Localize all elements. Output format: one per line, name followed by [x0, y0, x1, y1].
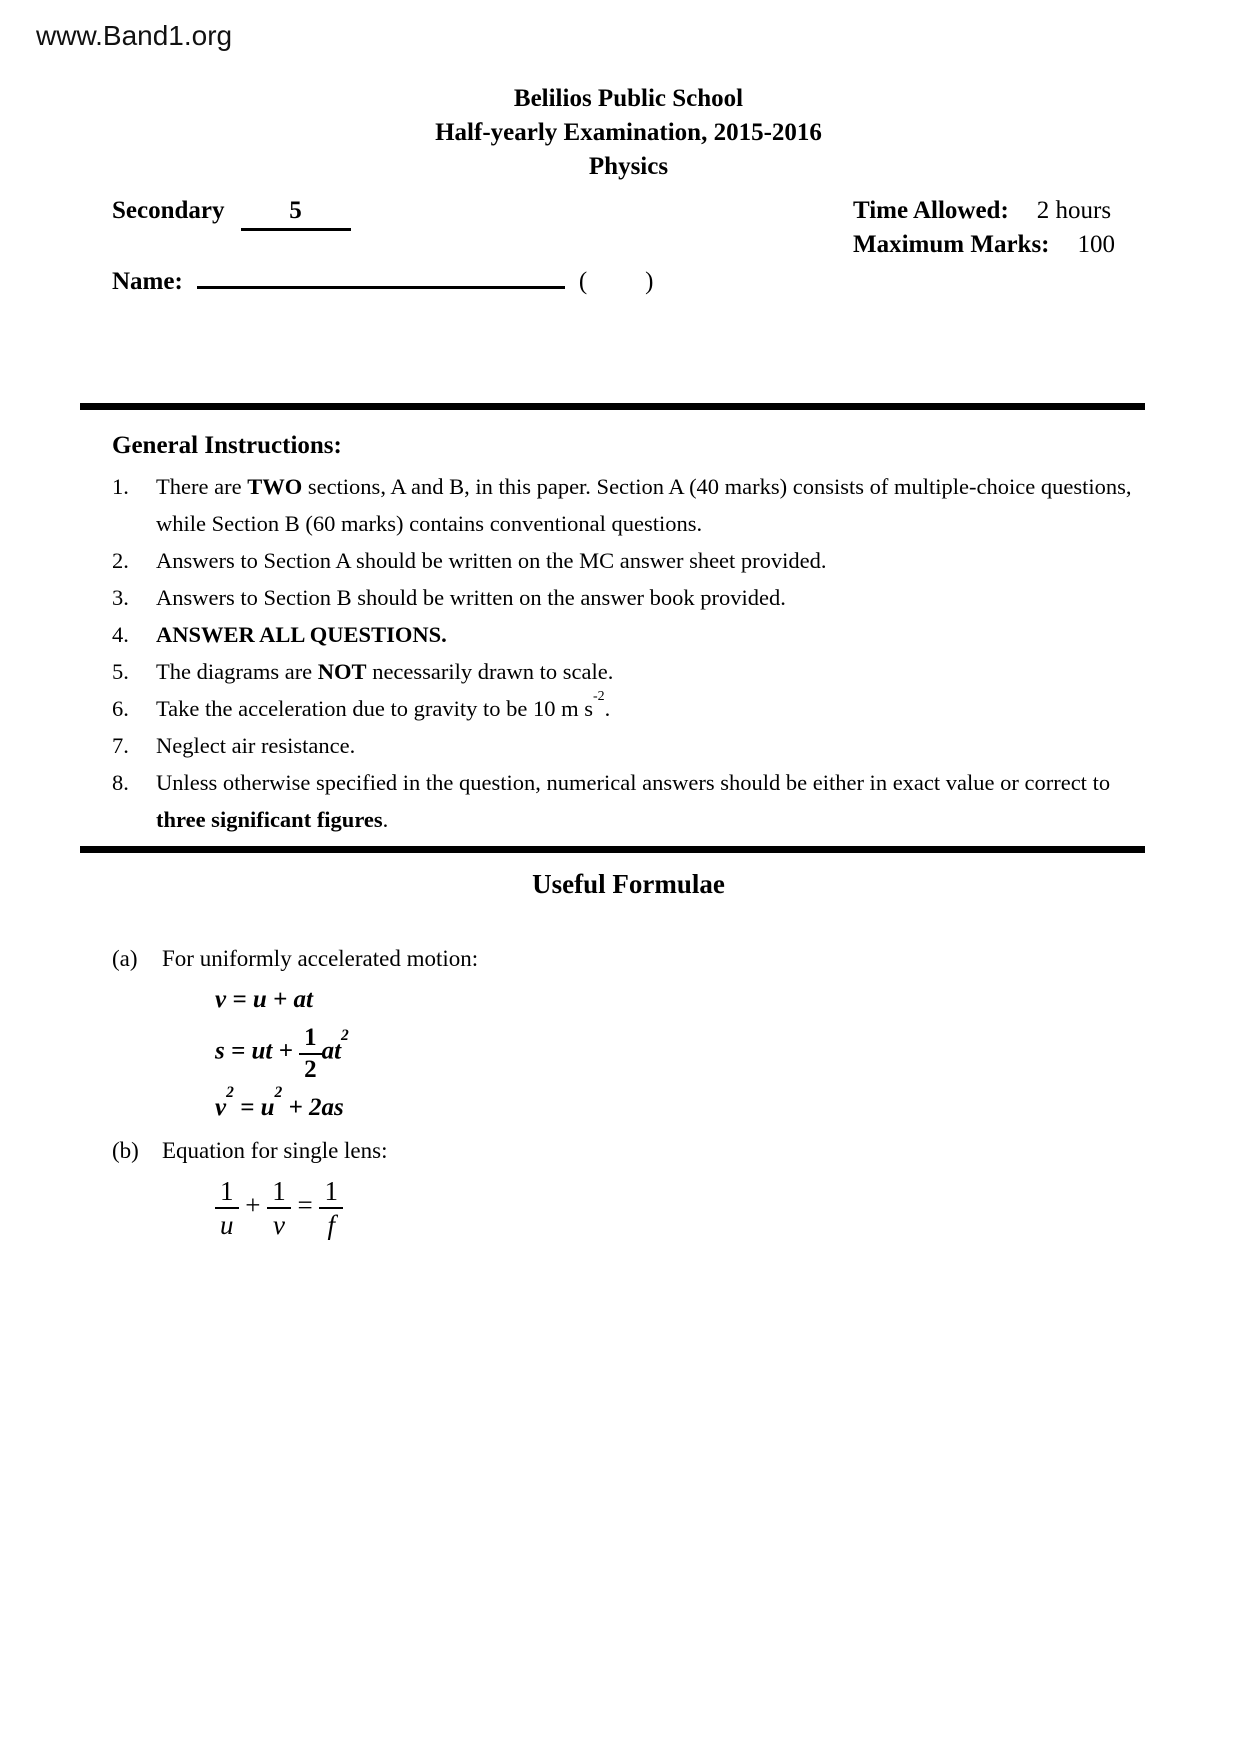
instruction-text	[156, 764, 1145, 838]
paren-close: )	[645, 268, 654, 295]
superscript: 2	[226, 1084, 234, 1102]
name-label: Name:	[112, 268, 183, 295]
superscript: 2	[274, 1084, 283, 1102]
text: Answers to Section A should be written on the MC answer sheet provided.	[156, 548, 827, 573]
instruction-item	[112, 653, 1145, 690]
paren-open: (	[578, 268, 588, 295]
horizontal-rule-top	[80, 403, 1145, 410]
text: +	[238, 1189, 268, 1220]
formula-line	[215, 1024, 1145, 1084]
text: .	[604, 696, 611, 721]
instruction-number: 3.	[112, 585, 129, 610]
instruction-number: 4.	[112, 622, 129, 647]
instruction-number: 6.	[112, 696, 129, 721]
text: v = u + at	[215, 986, 313, 1013]
max-marks-label: Maximum Marks:	[853, 231, 1050, 258]
instruction-number: 5.	[112, 659, 129, 684]
instruction-item	[112, 690, 1145, 727]
instruction-number: 2.	[112, 548, 129, 573]
instructions-heading: General Instructions:	[112, 432, 342, 459]
instruction-text	[156, 616, 1145, 653]
formula-lines	[215, 986, 1145, 1122]
page-content	[0, 82, 1240, 1240]
instruction-item	[112, 468, 1145, 542]
instruction-text	[156, 727, 1145, 764]
instruction-text	[156, 690, 1145, 727]
instruction-item	[112, 764, 1145, 838]
bold-text: NOT	[317, 659, 367, 684]
max-marks-value: 100	[1077, 231, 1115, 258]
bold-text: three significant figures	[156, 807, 383, 832]
text: The diagrams are	[156, 659, 318, 684]
formula-section-header	[112, 1134, 1145, 1168]
text: .	[382, 807, 389, 832]
instruction-text	[156, 468, 1145, 542]
instruction-text	[156, 579, 1145, 616]
formula-sections	[112, 942, 1145, 1240]
horizontal-rule-bottom	[80, 846, 1145, 853]
formula-section-header	[112, 942, 1145, 976]
instruction-number: 1.	[112, 474, 129, 499]
bold-text: ANSWER ALL QUESTIONS.	[156, 622, 447, 647]
instruction-item	[112, 579, 1145, 616]
formula-line	[215, 986, 1145, 1014]
formula-section-label: (a)	[112, 946, 138, 971]
text: v	[215, 1094, 227, 1121]
class-label: Secondary	[112, 197, 225, 224]
exam-title: Half-yearly Examination, 2015-2016	[435, 119, 822, 146]
exam-meta	[853, 194, 1115, 262]
text: Take the acceleration due to gravity to be 10 m s	[156, 696, 594, 721]
text: + 2as	[282, 1094, 344, 1121]
time-allowed-row	[853, 194, 1115, 228]
instruction-item	[112, 616, 1145, 653]
meta-row	[112, 194, 1145, 262]
text: sections, A and B, in this paper. Section A (40 marks) consists of multiple-choice questions, while Section B (60 marks) contains conventional questions.	[156, 474, 1132, 536]
max-marks-row	[853, 228, 1115, 262]
instruction-text	[156, 653, 1145, 690]
formula-section-title: For uniformly accelerated motion:	[162, 946, 479, 971]
text: at	[321, 1037, 342, 1065]
name-field	[112, 262, 1145, 299]
watermark-url: www.Band1.org	[36, 20, 233, 51]
formula-line	[215, 1176, 1145, 1240]
instruction-item	[112, 727, 1145, 764]
useful-formulae-heading: Useful Formulae	[532, 869, 725, 899]
subject-title: Physics	[588, 153, 669, 180]
text: Unless otherwise specified in the question, numerical answers should be either in exact value or correct to	[156, 770, 1111, 795]
instruction-item	[112, 542, 1145, 579]
instruction-number: 8.	[112, 770, 129, 795]
text: Neglect air resistance.	[156, 733, 356, 758]
fraction: $\frac{1}{v}$	[267, 1176, 291, 1240]
time-allowed-label: Time Allowed:	[853, 197, 1009, 224]
text: necessarily drawn to scale.	[366, 659, 614, 684]
school-name: Belilios Public School	[513, 85, 744, 112]
text: s = ut +	[215, 1037, 300, 1065]
formula-section	[112, 1134, 1145, 1240]
text: = u	[233, 1094, 275, 1121]
class-number-parens	[579, 268, 654, 295]
instruction-number: 7.	[112, 733, 129, 758]
instructions-list	[112, 468, 1145, 838]
formula-lines	[215, 1176, 1145, 1240]
fraction: $\frac{1}{2}$	[299, 1024, 322, 1084]
fraction: $\frac{1}{f}$	[319, 1176, 343, 1240]
text: There are	[156, 474, 248, 499]
instruction-text	[156, 542, 1145, 579]
text: =	[290, 1189, 320, 1220]
class-field	[112, 194, 351, 262]
superscript: -2	[593, 688, 605, 704]
formula-section	[112, 942, 1145, 1122]
superscript: 2	[341, 1027, 349, 1045]
name-blank-line	[197, 262, 565, 289]
formula-line	[215, 1084, 1145, 1122]
bold-text: TWO	[247, 474, 303, 499]
title-block	[112, 82, 1145, 184]
formula-section-title: Equation for single lens:	[162, 1138, 388, 1163]
text: Answers to Section B should be written on the answer book provided.	[156, 585, 786, 610]
time-allowed-value: 2 hours	[1036, 197, 1112, 224]
class-blank-line: 5	[241, 194, 351, 231]
fraction: $\frac{1}{u}$	[215, 1176, 239, 1240]
formula-section-label: (b)	[112, 1138, 139, 1163]
